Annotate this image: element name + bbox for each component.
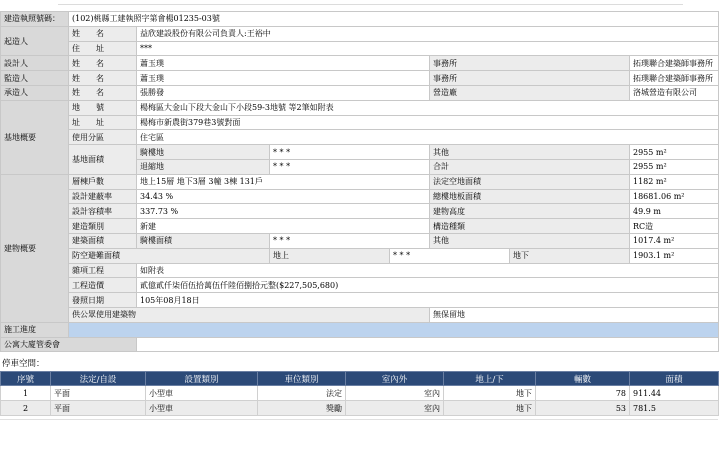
contractor-name: 張勝發 (137, 85, 430, 100)
building-floors-label: 層棟戶數 (69, 174, 137, 189)
building-floor-area: 18681.06 m² (630, 189, 719, 204)
parking-cell: 1 (1, 386, 51, 401)
building-issue-date: 105年08月18日 (137, 293, 719, 308)
parking-header-level: 地上/下 (444, 372, 536, 386)
site-other-label: 其他 (430, 145, 630, 160)
supervisor-name: 蕭玉璞 (137, 71, 430, 86)
table-row (1, 401, 719, 416)
building-vacant-label: 法定空地面積 (430, 174, 630, 189)
building-vacant: 1182 m² (630, 174, 719, 189)
parking-header-area: 面積 (630, 372, 719, 386)
building-height: 49.9 m (630, 204, 719, 219)
building-shelter-label: 防空避難面積 (69, 248, 270, 263)
parking-header-type: 法定/自設 (51, 372, 146, 386)
top-bar (0, 0, 721, 10)
parking-cell: 獎勵 (258, 401, 346, 416)
supervisor-office: 拓璞聯合建築師事務所 (630, 71, 719, 86)
schedule-value (69, 322, 719, 337)
top-divider (58, 4, 683, 5)
building-coverage-label: 設計建蔽率 (69, 189, 137, 204)
applicant-address: *** (137, 41, 719, 56)
parking-cell: 室內 (346, 401, 444, 416)
designer-name: 蕭玉璞 (137, 56, 430, 71)
designer-office: 拓璞聯合建築師事務所 (630, 56, 719, 71)
parking-header-count: 輛數 (536, 372, 630, 386)
site-arcade: * * * (270, 145, 430, 160)
site-address: 楊梅市新農街379巷3號對面 (137, 115, 719, 130)
building-above: * * * (390, 248, 510, 263)
applicant-section: 起造人 (1, 26, 69, 56)
parking-cell: 781.5 (630, 401, 719, 416)
applicant-name-label: 姓 名 (69, 26, 137, 41)
parking-cell: 室內 (346, 386, 444, 401)
building-arcade: * * * (270, 233, 430, 248)
parking-table (0, 371, 719, 416)
building-category-label: 建造類別 (69, 219, 137, 234)
site-total: 2955 m² (630, 159, 719, 174)
building-coverage: 34.43 % (137, 189, 430, 204)
applicant-address-label: 住 址 (69, 41, 137, 56)
parking-header-indoor: 室內外 (346, 372, 444, 386)
contractor-factory-label: 營造廠 (430, 85, 630, 100)
building-misc: 如附表 (137, 263, 719, 278)
contractor-section: 承造人 (1, 85, 69, 100)
parking-cell: 78 (536, 386, 630, 401)
site-setback: * * * (270, 159, 430, 174)
parking-cell: 小型車 (146, 386, 258, 401)
table-row (1, 386, 719, 401)
license-info-table (0, 11, 719, 352)
building-height-label: 建物高度 (430, 204, 630, 219)
supervisor-section: 監造人 (1, 71, 69, 86)
building-below: 1903.1 m² (630, 248, 719, 263)
building-structure: RC造 (630, 219, 719, 234)
parking-cell: 911.44 (630, 386, 719, 401)
site-total-label: 合計 (430, 159, 630, 174)
license-number: (102)桃縣工建執照字第會楊01235-03號 (69, 12, 719, 27)
building-floors: 地上15層 地下3層 3幢 3棟 131戶 (137, 174, 430, 189)
bottom-divider (0, 419, 718, 420)
schedule-section: 施工進度 (1, 322, 69, 337)
building-above-label: 地上 (270, 248, 390, 263)
building-section: 建物概要 (1, 174, 69, 322)
parking-title: 停車空間： (2, 359, 45, 369)
parking-header-category: 設置類別 (146, 372, 258, 386)
designer-office-label: 事務所 (430, 56, 630, 71)
supervisor-name-label: 姓 名 (69, 71, 137, 86)
license-label: 建造執照號碼： (1, 12, 69, 27)
license-row (1, 12, 719, 27)
building-far: 337.73 % (137, 204, 430, 219)
applicant-name: 益欣建設股份有限公司負責人:王裕中 (137, 26, 719, 41)
building-cost-label: 工程造價 (69, 278, 137, 293)
management-section: 公寓大廈管委會 (1, 337, 137, 352)
supervisor-office-label: 事務所 (430, 71, 630, 86)
designer-section: 設計人 (1, 56, 69, 71)
parking-cell: 地下 (444, 401, 536, 416)
site-zone: 住宅區 (137, 130, 719, 145)
management-value (137, 337, 719, 352)
parking-cell: 2 (1, 401, 51, 416)
site-lot: 楊梅區大金山下段大金山下小段59-3地號 等2筆如附表 (137, 100, 719, 115)
contractor-factory: 洛城營造有限公司 (630, 85, 719, 100)
parking-header-row (1, 372, 719, 386)
building-public: 無保留地 (430, 307, 719, 322)
building-structure-label: 構造種類 (430, 219, 630, 234)
site-lot-label: 地 號 (69, 100, 137, 115)
parking-header-space-type: 車位類別 (258, 372, 346, 386)
site-arcade-label: 騎樓地 (137, 145, 270, 160)
site-setback-label: 退縮地 (137, 159, 270, 174)
building-other: 1017.4 m² (630, 233, 719, 248)
contractor-name-label: 姓 名 (69, 85, 137, 100)
parking-cell: 小型車 (146, 401, 258, 416)
building-far-label: 設計容積率 (69, 204, 137, 219)
site-section: 基地概要 (1, 100, 69, 174)
parking-cell: 地下 (444, 386, 536, 401)
site-zone-label: 使用分區 (69, 130, 137, 145)
building-issue-label: 發照日期 (69, 293, 137, 308)
parking-cell: 53 (536, 401, 630, 416)
site-area-label: 基地面積 (69, 145, 137, 175)
site-other: 2955 m² (630, 145, 719, 160)
building-arcade-label: 騎樓面積 (137, 233, 270, 248)
building-misc-label: 雜項工程 (69, 263, 137, 278)
parking-cell: 法定 (258, 386, 346, 401)
parking-cell: 平面 (51, 401, 146, 416)
building-other-label: 其他 (430, 233, 630, 248)
designer-name-label: 姓 名 (69, 56, 137, 71)
building-category: 新建 (137, 219, 430, 234)
building-public-label: 供公眾使用建築物 (69, 307, 430, 322)
building-build-area-label: 建築面積 (69, 233, 137, 248)
building-below-label: 地下 (510, 248, 630, 263)
building-cost: 貳億貳仟柒佰伍拾萬伍仟陸佰捌拾元整($227,505,680) (137, 278, 719, 293)
site-address-label: 址 址 (69, 115, 137, 130)
parking-header-no: 序號 (1, 372, 51, 386)
parking-cell: 平面 (51, 386, 146, 401)
building-floor-area-label: 總樓地板面積 (430, 189, 630, 204)
